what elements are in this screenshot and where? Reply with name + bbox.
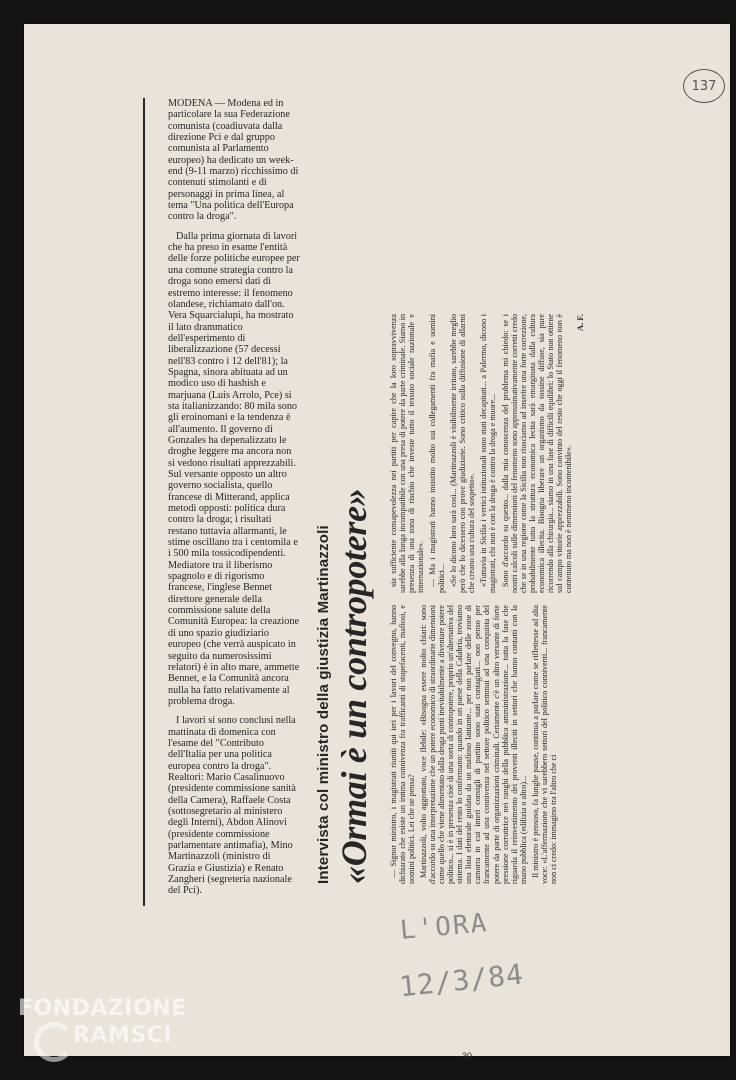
interview-paragraph: Sono d'accordo su questo... dalla mia conoscenza del problema mi chiedo: se i nostri calcoli sulle dimensioni del fenomeno sono approssimativamente corretti credo che se in una regione come la Sicilia non riusciamo ad inserire una forte correzione, probabilmente tutta la struttura economica lecita sarà emarginata dalla cultura economica illecita. Bisogna liberare un organismo da tossine diffuse, sia pure ricorrendo alla chirurgia... siamo in una fase di difficili equilibri: lo Stato non ottiene sul campo vittorie apprezzabili. Sono convinto del resto che oggi il fenomeno non è contenuto ma non è nemmeno incontenibile».	[500, 314, 573, 593]
article-report-column	[168, 98, 300, 905]
interview-column-2	[389, 314, 585, 593]
interview-article	[315, 314, 699, 884]
interview-paragraph: «Tuttavia in Sicilia i vertici istituzionali sono stati decapitati... a Palermo, dicono i magistrati, chi non è con la droga è contro la droga e muore...	[479, 314, 498, 593]
interview-paragraph: — Ma i magistrati hanno insistito molto sui collegamenti fra mafia e uomini politici...	[428, 314, 447, 593]
article-paragraph: Dalla prima giornata di lavori che ha preso in esame l'entità delle forze politiche europee per una comune strategia contro la droga sono emersi dati di estremo interesse: il fenomeno olandese, richiamato dall'on. Vera Squarcialupi, ha mostrato il lato drammatico dell'esperimento di liberalizzazione (57 decessi nell'83 contro i 12 dell'81); la Spagna, sinora abituata ad un modico uso di hashish e marjuana (Luis Arrolo, Pce) si sta italianizzando: 80 mila sono gli eroinomani e la tendenza è all'aumento. Il governo di Gonzales ha depenalizzato le droghe leggere ma ancora non si vedono risultati apprezzabili. Sul versante opposto un altro governo socialista, quello francese di Mitterand, applica metodi opposti: politica dura contro la droga; i risultati restano tuttavia allarmanti, le stime oscillano tra i centomila e i 500 mila tossicodipendenti. Mediatore tra il liberismo spagnolo e di rigorismo francese, l'inglese Bennet direttore generale della commissione salute della Comunità Europea: la creazione di uno spazio giudiziario europeo (che verrà auspicato in seguito da numerosissimi relatori) è in alto mare, ammette Bennet, e la Comunità ancora nulla ha fatto relativamente al problema droga.	[168, 230, 300, 707]
interview-kicker: Intervista col ministro della giustizia Martinazzoli	[315, 525, 332, 884]
source-stamp: L'ORA	[398, 908, 490, 946]
article-paragraph: MODENA — Modena ed in particolare la sua Federazione comunista (coadiuvata dalla direzione Pci e dal gruppo comunista al Parlamento europeo) ha dedicato un week-end (9-11 marzo) ricchissimo di contenuti stimolanti e di personaggi in prima linea, al tema "Una politica dell'Europa contro la droga".	[168, 98, 299, 223]
author-signature: A. F.	[574, 314, 585, 332]
interview-paragraph: «Se lo dicono loro sarà così... (Martinazzoli è visibilmente irritato, sarebbe meglio però che lo dicessero con prove giudiziarie. Sono critico sulla diffusione di allarmi che creano una cultura del sospetto».	[449, 314, 477, 593]
archive-number-badge: 137	[683, 69, 725, 103]
interview-column-1	[389, 605, 585, 884]
interview-body	[389, 314, 585, 884]
interview-headline: «Ormai è un contropotere»	[334, 488, 374, 884]
interview-paragraph: — Signor ministro, i magistrati riuniti qui ieri per i lavori del convegno, hanno dichiarato che esiste un intima connivenza fra trafficanti di stupefacenti, mafiosi, e uomini politici. Lei che ne pensa?	[389, 605, 417, 884]
interview-paragraph: Il ministro è pensoso, fa lunghe pause, continua a parlare come se riflettesse ad alta voce: «L'affermazione che vi sarebbero settori del politico conniventi... francamente non ci credo: immagino tra l'altro che ci	[530, 605, 558, 884]
watermark-line-2: RAMSCI	[73, 1023, 173, 1048]
newspaper-clipping	[24, 24, 730, 1061]
folio-number: 30	[462, 1051, 473, 1061]
watermark-line-1: FONDAZIONE	[18, 996, 187, 1021]
date-stamp: 12/3/84	[397, 957, 526, 1004]
interview-paragraph: sia sufficiente consapevolezza nei partiti per capire che la loro sopravvivenza sarebbe alla lunga incompatibile con una presa di potere da parte criminale. Siamo in presenza di una zona di rischio che investe tutto il tessuto sociale nazionale e internazionale».	[389, 314, 426, 593]
interview-paragraph: Martinazzoli, volto aggrottato, voce flebile: «Bisogna essere molto chiari: sono d'accordo su una interpretazione che un potere economico di straordinarie dimensioni come quello che viene alimentato dalla droga punti inevitabilmente a diventare potere politico... si è in presenza cioè di una sorta di contropotere, proprio un'alternativa del sistema. I dati del resto lo confermano: quando in un paese della Calabria, troviamo una lista elettorale guidata da un mafioso latitante... per non parlare delle zone di camorra in cui interi consigli di partito sono stati contagiati... non penso per francamente ad una connivenza nel settore politico semmai ad una conquista del potere da parte di organizzazioni criminali. Certamente c'è un altro versante di forte pressione corruttrice nei ranghi della pubblica amministrazione... tutta la fase che riguarda il reinvestimento dei proventi illeciti in settori che hanno contatti con la mano pubblica (edilizia o altro)...	[419, 605, 528, 884]
article-paragraph: I lavori si sono conclusi nella mattinata di domenica con l'esame del "Contributo dell'Italia per una politica europea contro la droga". Realtori: Mario Casalinuovo (presidente commissione sanità della Camera), Raffaele Costa (sottosegretario al ministero degli Interni), Abdon Alinovi (presidente commissione parlamentare antimafia), Mino Martinazzoli (ministro di Grazia e Giustizia) e Renato Zangheri (segreteria nazionale del Pci).	[168, 715, 296, 897]
column-rule	[143, 98, 145, 906]
